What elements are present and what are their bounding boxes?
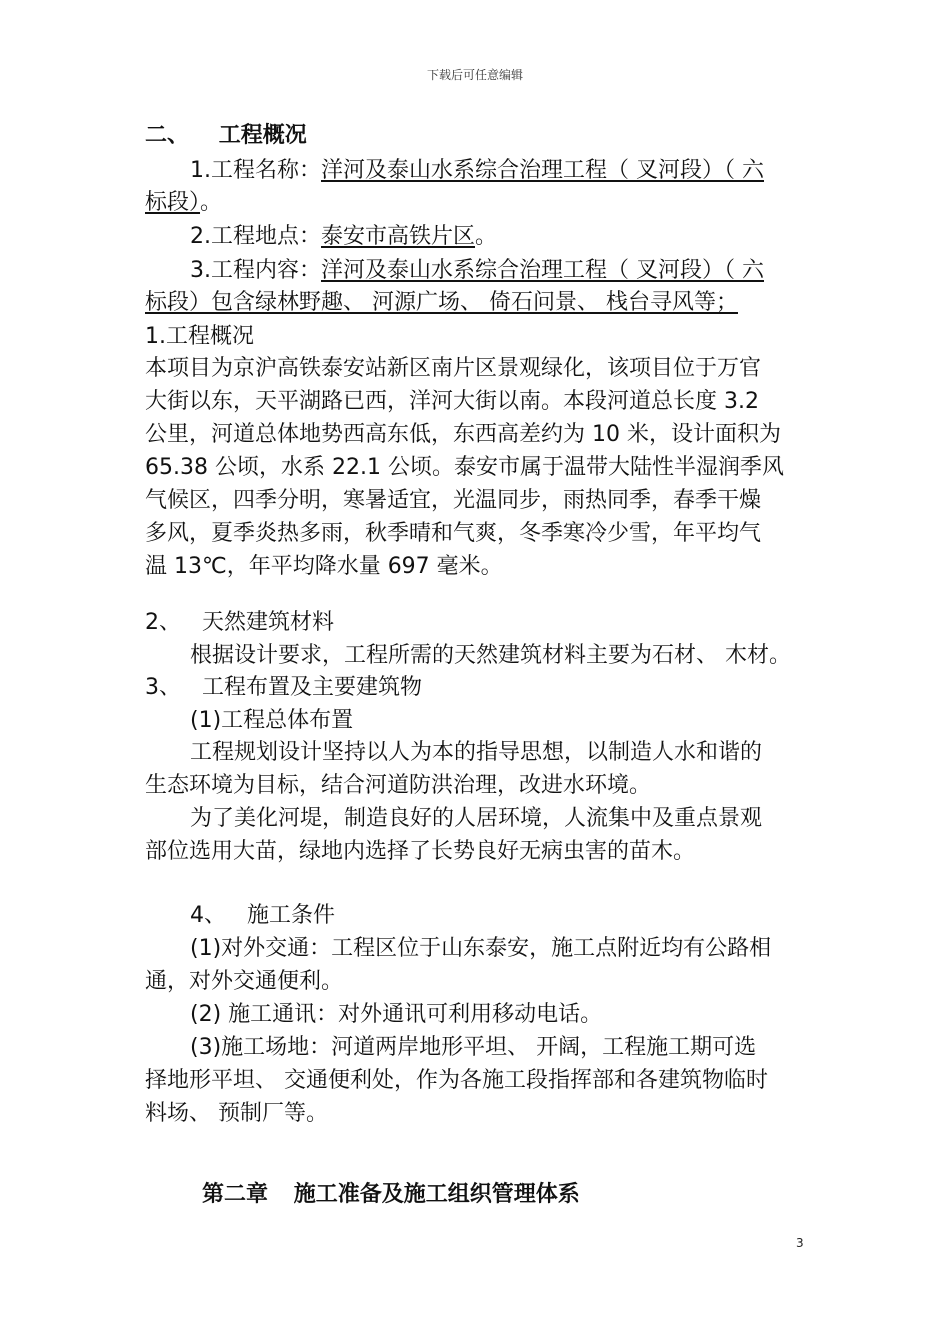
item-project-name-cont <box>145 188 222 218</box>
subsection-title-text: 工程布置及主要建筑物 <box>202 675 423 700</box>
paragraph-line: 大街以东，天平湖路已西，洋河大街以南。本段河道总长度 3.2 <box>145 389 759 414</box>
section-title-text: 工程概况 <box>218 123 307 148</box>
item-project-name <box>190 156 764 186</box>
subsection-title <box>145 608 334 638</box>
item-label: 1.工程名称： <box>190 158 321 183</box>
paragraph-line: 气候区，四季分明，寒暑适宜，光温同步，雨热同季，春季干燥 <box>145 488 762 513</box>
chapter-number: 第二章 <box>202 1182 269 1207</box>
paragraph-line: 多风，夏季炎热多雨，秋季晴和气爽，冬季寒冷少雪，年平均气 <box>145 521 762 546</box>
page-header: 下载后可任意编辑 <box>426 68 523 82</box>
subsection-title <box>145 673 422 703</box>
paragraph-line: 65.38 公顷，水系 22.1 公顷。泰安市属于温带大陆性半湿润季风 <box>145 455 784 480</box>
subsection-title <box>190 901 335 931</box>
item-project-content <box>190 256 764 286</box>
sub-item-title: (1)工程总体布置 <box>190 708 354 733</box>
paragraph-line: 温 13℃，年平均降水量 697 毫米。 <box>145 554 503 579</box>
subsection-title: 1.工程概况 <box>145 324 254 349</box>
subsection-title-text: 天然建筑材料 <box>202 610 335 635</box>
subsection-number: 4、 <box>190 903 226 928</box>
item-end: 。 <box>475 224 498 249</box>
item-label: 2.工程地点： <box>190 224 321 249</box>
subsection-title-text: 施工条件 <box>247 903 336 928</box>
paragraph-line: 为了美化河堤，制造良好的人居环境，人流集中及重点景观 <box>190 806 763 831</box>
section-title <box>145 121 307 151</box>
chapter-title-text: 施工准备及施工组织管理体系 <box>293 1182 580 1207</box>
paragraph-line: 择地形平坦、 交通便利处，作为各施工段指挥部和各建筑物临时 <box>145 1068 768 1093</box>
paragraph-line: 料场、 预制厂等。 <box>145 1101 328 1126</box>
item-project-content-cont <box>145 288 738 318</box>
paragraph-line: 通，对外交通便利。 <box>145 969 344 994</box>
paragraph-line: (1)对外交通：工程区位于山东泰安，施工点附近均有公路相 <box>190 936 772 961</box>
item-value: 洋河及泰山水系综合治理工程（ 叉河段）（ 六 <box>321 158 764 183</box>
paragraph-line: 根据设计要求，工程所需的天然建筑材料主要为石材、 木材。 <box>190 643 791 668</box>
chapter-title <box>202 1180 580 1210</box>
paragraph-line: 工程规划设计坚持以人为本的指导思想，以制造人水和谐的 <box>190 740 763 765</box>
paragraph-line: 本项目为京沪高铁泰安站新区南片区景观绿化，该项目位于万官 <box>145 356 762 381</box>
item-project-location <box>190 222 497 252</box>
page-number: 3 <box>796 1236 804 1250</box>
paragraph-line: (3)施工场地：河道两岸地形平坦、 开阔，工程施工期可选 <box>190 1035 757 1060</box>
item-label: 3.工程内容： <box>190 258 321 283</box>
paragraph-line: 部位选用大苗，绿地内选择了长势良好无病虫害的苗木。 <box>145 839 696 864</box>
item-value-cont: 标段） <box>145 190 201 215</box>
section-number: 二、 <box>145 123 190 148</box>
item-value: 泰安市高铁片区 <box>321 224 476 249</box>
item-end: 。 <box>200 190 223 215</box>
item-value-cont: 标段）包含绿林野趣、 河源广场、 倚石问景、 栈台寻风等； <box>145 290 738 315</box>
paragraph-line: (2) 施工通讯：对外通讯可利用移动电话。 <box>190 1002 603 1027</box>
paragraph-line: 公里，河道总体地势西高东低，东西高差约为 10 米，设计面积为 <box>145 422 781 447</box>
subsection-number: 2、 <box>145 610 181 635</box>
subsection-number: 3、 <box>145 675 181 700</box>
paragraph-line: 生态环境为目标，结合河道防洪治理，改进水环境。 <box>145 773 652 798</box>
item-value: 洋河及泰山水系综合治理工程（ 叉河段）（ 六 <box>321 258 764 283</box>
